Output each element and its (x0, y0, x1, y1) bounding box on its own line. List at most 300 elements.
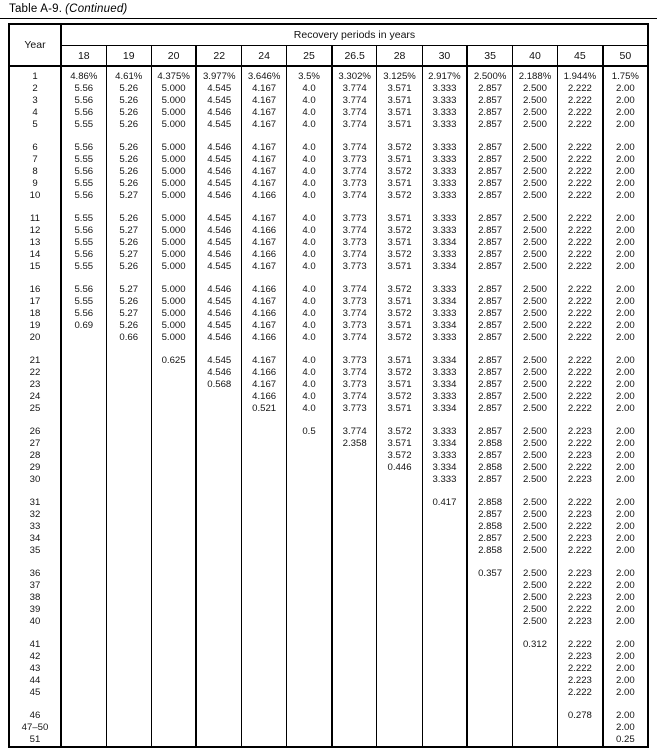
value-cell: 4.0 (287, 403, 332, 415)
value-cell: 4.167 (242, 178, 287, 190)
table-row (9, 107, 648, 119)
value-cell: 4.167 (242, 379, 287, 391)
value-cell: 3.572 (377, 249, 422, 261)
column-header-45: 45 (558, 46, 603, 67)
value-cell (603, 486, 648, 497)
value-cell (196, 734, 241, 747)
value-cell: 2.222 (558, 545, 603, 557)
value-cell (467, 592, 512, 604)
value-cell (422, 710, 467, 722)
value-cell: 2.857 (467, 403, 512, 415)
value-cell: 4.0 (287, 154, 332, 166)
value-cell (196, 486, 241, 497)
value-cell (151, 344, 196, 355)
table-row (9, 521, 648, 533)
value-cell: 4.166 (242, 308, 287, 320)
value-cell (467, 722, 512, 734)
year-cell: 29 (9, 462, 61, 474)
value-cell: 3.571 (377, 178, 422, 190)
value-cell: 4.167 (242, 142, 287, 154)
value-cell (512, 628, 557, 639)
value-cell (106, 557, 151, 568)
year-cell: 27 (9, 438, 61, 450)
year-cell: 25 (9, 403, 61, 415)
value-cell: 3.572 (377, 166, 422, 178)
year-cell: 28 (9, 450, 61, 462)
value-cell: 4.0 (287, 355, 332, 367)
value-cell: 4.546 (196, 166, 241, 178)
value-cell: 4.0 (287, 166, 332, 178)
value-cell (332, 675, 377, 687)
value-cell: 2.500 (512, 308, 557, 320)
value-cell: 2.500 (512, 568, 557, 580)
value-cell (106, 509, 151, 521)
value-cell: 2.222 (558, 391, 603, 403)
value-cell: 5.26 (106, 296, 151, 308)
table-row (9, 687, 648, 699)
value-cell: 3.333 (422, 142, 467, 154)
value-cell (106, 486, 151, 497)
year-cell: 37 (9, 580, 61, 592)
value-cell (61, 533, 106, 545)
value-cell: 3.774 (332, 119, 377, 131)
table-row (9, 545, 648, 557)
value-cell (151, 273, 196, 284)
value-cell (287, 202, 332, 213)
value-cell (332, 722, 377, 734)
value-cell: 2.00 (603, 237, 648, 249)
year-cell (9, 202, 61, 213)
value-cell: 3.571 (377, 296, 422, 308)
value-cell: 3.773 (332, 355, 377, 367)
value-cell: 3.774 (332, 284, 377, 296)
value-cell (151, 604, 196, 616)
value-cell (61, 639, 106, 651)
value-cell: 5.000 (151, 308, 196, 320)
value-cell: 2.00 (603, 308, 648, 320)
value-cell: 2.500 (512, 426, 557, 438)
value-cell: 3.774 (332, 95, 377, 107)
value-cell (422, 344, 467, 355)
value-cell (242, 651, 287, 663)
value-cell (512, 415, 557, 426)
value-cell: 2.857 (467, 320, 512, 332)
value-cell (332, 568, 377, 580)
spacer-row (9, 699, 648, 710)
table-row (9, 391, 648, 403)
value-cell (603, 131, 648, 142)
value-cell (196, 450, 241, 462)
value-cell (106, 202, 151, 213)
year-cell: 13 (9, 237, 61, 249)
value-cell (332, 651, 377, 663)
table-body (9, 66, 648, 747)
value-cell (377, 734, 422, 747)
table-row (9, 651, 648, 663)
value-cell: 4.0 (287, 178, 332, 190)
value-cell (422, 533, 467, 545)
table-row (9, 296, 648, 308)
value-cell: 2.00 (603, 379, 648, 391)
value-cell (61, 367, 106, 379)
year-cell: 10 (9, 190, 61, 202)
value-cell: 0.521 (242, 403, 287, 415)
value-cell: 2.00 (603, 450, 648, 462)
value-cell (422, 521, 467, 533)
value-cell: 4.167 (242, 213, 287, 225)
value-cell: 2.222 (558, 580, 603, 592)
value-cell (196, 533, 241, 545)
value-cell (377, 497, 422, 509)
value-cell (377, 722, 422, 734)
value-cell: 2.222 (558, 320, 603, 332)
table-row (9, 178, 648, 190)
value-cell: 2.857 (467, 225, 512, 237)
value-cell (61, 687, 106, 699)
value-cell: 4.166 (242, 332, 287, 344)
value-cell: 5.000 (151, 190, 196, 202)
value-cell (422, 415, 467, 426)
value-cell: 4.545 (196, 261, 241, 273)
value-cell (196, 474, 241, 486)
value-cell (603, 628, 648, 639)
value-cell: 2.857 (467, 426, 512, 438)
value-cell: 5.000 (151, 320, 196, 332)
value-cell (287, 131, 332, 142)
value-cell: 3.773 (332, 213, 377, 225)
value-cell (61, 415, 106, 426)
value-cell: 0.568 (196, 379, 241, 391)
value-cell: 5.55 (61, 154, 106, 166)
value-cell (151, 734, 196, 747)
table-row (9, 675, 648, 687)
value-cell: 2.222 (558, 379, 603, 391)
table-row (9, 95, 648, 107)
table-row (9, 320, 648, 332)
table-header (9, 24, 648, 66)
value-cell (61, 379, 106, 391)
value-cell (422, 568, 467, 580)
value-cell: 2.222 (558, 83, 603, 95)
value-cell: 3.5% (287, 66, 332, 83)
value-cell: 4.0 (287, 190, 332, 202)
value-cell: 3.333 (422, 178, 467, 190)
year-cell: 51 (9, 734, 61, 747)
value-cell (467, 273, 512, 284)
value-cell (422, 699, 467, 710)
value-cell (242, 639, 287, 651)
value-cell (377, 699, 422, 710)
value-cell (196, 521, 241, 533)
column-header-24: 24 (242, 46, 287, 67)
value-cell (196, 202, 241, 213)
title-rule (0, 18, 657, 19)
value-cell: 5.27 (106, 284, 151, 296)
year-cell: 45 (9, 687, 61, 699)
value-cell: 2.00 (603, 119, 648, 131)
year-cell: 3 (9, 95, 61, 107)
value-cell: 2.858 (467, 521, 512, 533)
recovery-table (8, 23, 649, 748)
column-header-35: 35 (467, 46, 512, 67)
value-cell (61, 355, 106, 367)
value-cell (106, 379, 151, 391)
value-cell: 2.00 (603, 367, 648, 379)
value-cell: 5.56 (61, 190, 106, 202)
value-cell (61, 710, 106, 722)
value-cell: 3.571 (377, 237, 422, 249)
value-cell: 4.0 (287, 107, 332, 119)
value-cell: 3.333 (422, 213, 467, 225)
year-cell: 39 (9, 604, 61, 616)
value-cell (242, 722, 287, 734)
value-cell: 3.572 (377, 332, 422, 344)
value-cell: 2.223 (558, 592, 603, 604)
value-cell: 2.500 (512, 284, 557, 296)
table-row (9, 119, 648, 131)
value-cell: 2.00 (603, 142, 648, 154)
year-cell: 36 (9, 568, 61, 580)
value-cell (106, 568, 151, 580)
value-cell (61, 628, 106, 639)
table-row (9, 639, 648, 651)
value-cell: 4.0 (287, 284, 332, 296)
value-cell (377, 486, 422, 497)
value-cell (151, 592, 196, 604)
year-cell: 33 (9, 521, 61, 533)
value-cell: 3.646% (242, 66, 287, 83)
value-cell: 2.00 (603, 391, 648, 403)
value-cell (242, 580, 287, 592)
value-cell (603, 415, 648, 426)
year-cell (9, 344, 61, 355)
value-cell (196, 592, 241, 604)
value-cell (196, 651, 241, 663)
value-cell: 5.000 (151, 237, 196, 249)
value-cell: 2.858 (467, 462, 512, 474)
value-cell: 3.774 (332, 142, 377, 154)
value-cell: 2.858 (467, 545, 512, 557)
value-cell: 2.222 (558, 438, 603, 450)
value-cell: 3.334 (422, 296, 467, 308)
value-cell (558, 699, 603, 710)
value-cell (106, 628, 151, 639)
value-cell: 3.572 (377, 450, 422, 462)
value-cell (61, 426, 106, 438)
value-cell (151, 403, 196, 415)
value-cell: 2.857 (467, 119, 512, 131)
year-cell: 43 (9, 663, 61, 675)
value-cell: 3.334 (422, 379, 467, 391)
value-cell (287, 604, 332, 616)
value-cell (196, 628, 241, 639)
table-row (9, 166, 648, 178)
value-cell (603, 202, 648, 213)
value-cell (332, 663, 377, 675)
year-cell: 23 (9, 379, 61, 391)
value-cell: 5.27 (106, 308, 151, 320)
value-cell: 2.500 (512, 261, 557, 273)
value-cell (61, 509, 106, 521)
year-cell: 40 (9, 616, 61, 628)
value-cell (287, 545, 332, 557)
value-cell (377, 687, 422, 699)
value-cell: 3.571 (377, 154, 422, 166)
value-cell: 2.222 (558, 261, 603, 273)
year-cell (9, 131, 61, 142)
value-cell: 2.223 (558, 568, 603, 580)
value-cell: 4.546 (196, 332, 241, 344)
value-cell: 2.00 (603, 533, 648, 545)
value-cell: 2.500 (512, 438, 557, 450)
year-cell: 47–50 (9, 722, 61, 734)
value-cell: 3.774 (332, 166, 377, 178)
value-cell (332, 710, 377, 722)
value-cell: 2.00 (603, 722, 648, 734)
value-cell: 2.857 (467, 178, 512, 190)
value-cell: 2.00 (603, 675, 648, 687)
year-cell: 12 (9, 225, 61, 237)
value-cell: 4.545 (196, 178, 241, 190)
value-cell: 2.00 (603, 545, 648, 557)
value-cell (287, 651, 332, 663)
value-cell: 5.26 (106, 142, 151, 154)
column-header-50: 50 (603, 46, 648, 67)
value-cell (377, 710, 422, 722)
value-cell (106, 391, 151, 403)
value-cell (242, 474, 287, 486)
value-cell: 5.56 (61, 308, 106, 320)
value-cell (287, 533, 332, 545)
value-cell: 2.00 (603, 592, 648, 604)
value-cell: 4.0 (287, 249, 332, 261)
value-cell (61, 580, 106, 592)
value-cell (512, 557, 557, 568)
value-cell: 2.00 (603, 213, 648, 225)
value-cell (467, 734, 512, 747)
value-cell: 2.222 (558, 687, 603, 699)
value-cell (106, 403, 151, 415)
value-cell: 2.00 (603, 580, 648, 592)
value-cell: 2.857 (467, 190, 512, 202)
value-cell (422, 734, 467, 747)
value-cell (332, 616, 377, 628)
spacer-row (9, 415, 648, 426)
value-cell: 4.545 (196, 237, 241, 249)
value-cell (377, 521, 422, 533)
value-cell (151, 533, 196, 545)
value-cell (106, 438, 151, 450)
value-cell: 2.223 (558, 533, 603, 545)
value-cell: 2.222 (558, 639, 603, 651)
table-row (9, 66, 648, 83)
value-cell (332, 557, 377, 568)
value-cell (196, 616, 241, 628)
value-cell: 5.26 (106, 95, 151, 107)
value-cell (242, 592, 287, 604)
table-row (9, 734, 648, 747)
value-cell (61, 202, 106, 213)
value-cell (467, 604, 512, 616)
value-cell: 3.774 (332, 190, 377, 202)
value-cell (287, 580, 332, 592)
value-cell (61, 332, 106, 344)
value-cell (242, 687, 287, 699)
column-header-26.5: 26.5 (332, 46, 377, 67)
value-cell: 4.546 (196, 367, 241, 379)
value-cell (377, 580, 422, 592)
value-cell (422, 273, 467, 284)
value-cell: 2.857 (467, 154, 512, 166)
table-row (9, 580, 648, 592)
table-row (9, 509, 648, 521)
value-cell (467, 344, 512, 355)
value-cell (467, 687, 512, 699)
table-row (9, 190, 648, 202)
value-cell: 5.55 (61, 296, 106, 308)
value-cell: 3.571 (377, 261, 422, 273)
value-cell (196, 545, 241, 557)
value-cell (467, 699, 512, 710)
value-cell (287, 462, 332, 474)
value-cell: 2.00 (603, 710, 648, 722)
value-cell (332, 462, 377, 474)
value-cell: 5.000 (151, 107, 196, 119)
value-cell (287, 344, 332, 355)
value-cell: 5.26 (106, 166, 151, 178)
value-cell (61, 131, 106, 142)
value-cell: 5.56 (61, 107, 106, 119)
value-cell (106, 663, 151, 675)
year-cell: 34 (9, 533, 61, 545)
value-cell: 3.333 (422, 426, 467, 438)
page-title (8, 3, 649, 16)
value-cell (151, 438, 196, 450)
column-header-row (9, 46, 648, 67)
value-cell (467, 486, 512, 497)
value-cell: 5.26 (106, 213, 151, 225)
value-cell: 2.222 (558, 178, 603, 190)
value-cell: 3.333 (422, 83, 467, 95)
value-cell: 2.857 (467, 142, 512, 154)
value-cell (603, 344, 648, 355)
value-cell (61, 474, 106, 486)
value-cell: 5.27 (106, 249, 151, 261)
value-cell (422, 651, 467, 663)
value-cell: 4.546 (196, 225, 241, 237)
value-cell: 2.500 (512, 580, 557, 592)
value-cell: 3.333 (422, 95, 467, 107)
table-row (9, 308, 648, 320)
value-cell (558, 557, 603, 568)
value-cell: 5.000 (151, 119, 196, 131)
value-cell: 2.222 (558, 497, 603, 509)
year-cell: 44 (9, 675, 61, 687)
value-cell: 2.857 (467, 533, 512, 545)
value-cell (287, 699, 332, 710)
value-cell: 0.66 (106, 332, 151, 344)
value-cell (61, 450, 106, 462)
value-cell (242, 699, 287, 710)
value-cell (61, 604, 106, 616)
value-cell (287, 687, 332, 699)
value-cell: 3.334 (422, 320, 467, 332)
value-cell: 4.86% (61, 66, 106, 83)
value-cell (377, 509, 422, 521)
table-row (9, 249, 648, 261)
value-cell: 5.56 (61, 83, 106, 95)
value-cell (558, 415, 603, 426)
